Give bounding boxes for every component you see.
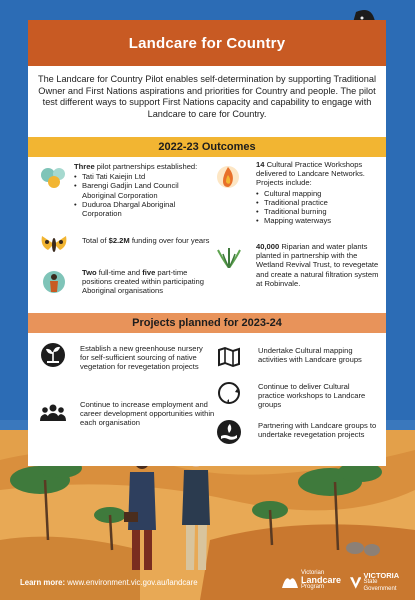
list-item: • Barengi Gadjin Land Council Aboriginal Corporation bbox=[74, 181, 214, 199]
partnerships-text: pilot partnerships established: bbox=[94, 162, 198, 171]
planned-heading: Projects planned for 2023-24 bbox=[28, 313, 386, 333]
plants-count: 40,000 bbox=[256, 242, 280, 251]
plants-item bbox=[256, 242, 380, 288]
list-item: • Duduroa Dhargal Aboriginal Corporation bbox=[74, 200, 214, 218]
fire-icon bbox=[216, 163, 240, 191]
partnerships-item bbox=[74, 162, 214, 218]
positions-fulltime-count: Two bbox=[82, 268, 97, 277]
workshops-planned-item: Continue to deliver Cultural practice workshops to Landcare groups bbox=[258, 382, 366, 410]
partnership-icon bbox=[40, 165, 68, 189]
people-group-icon bbox=[40, 399, 66, 425]
victoria-logo bbox=[350, 572, 410, 593]
list-item: • Cultural mapping bbox=[256, 189, 380, 198]
plants-text: Riparian and water plants planted in partnership with the Wetland Revival Trust, to revegetate and create a natural filtration system at Robinvale. bbox=[256, 242, 379, 288]
list-item: • Mapping waterways bbox=[256, 216, 380, 225]
footer-label: Learn more: bbox=[20, 578, 66, 587]
workshops-list bbox=[256, 189, 380, 226]
funding-pre: Total of bbox=[82, 236, 109, 245]
victoria-mark-icon bbox=[350, 577, 361, 589]
positions-post: part-time positions created within participating Aboriginal organisations bbox=[82, 268, 204, 296]
mapping-item: Undertake Cultural mapping activities with Landcare groups bbox=[258, 346, 362, 365]
funding-amount: $2.2M bbox=[108, 236, 130, 245]
partnerships-count: Three bbox=[74, 162, 95, 171]
workshops-item bbox=[256, 160, 380, 225]
list-item: • Tati Tati Kaiejin Ltd bbox=[74, 172, 214, 181]
title-bar bbox=[28, 20, 386, 66]
positions-item bbox=[82, 268, 217, 296]
footer-learn-more bbox=[20, 578, 198, 587]
nursery-item: Establish a new greenhouse nursery for self-sufficient sourcing of native vegetation for revegetation projects bbox=[80, 344, 203, 372]
outcomes-heading: 2022-23 Outcomes bbox=[28, 137, 386, 157]
page-title: Landcare for Country bbox=[128, 34, 286, 52]
list-item: • Traditional practice bbox=[256, 198, 380, 207]
list-item: • Traditional burning bbox=[256, 207, 380, 216]
victoria-main-text: VICTORIA bbox=[363, 571, 400, 580]
employment-item: Continue to increase employment and career development opportunities within each organisation bbox=[80, 400, 215, 428]
landcare-sub-text: Program bbox=[301, 584, 325, 590]
positions-mid: full-time and bbox=[96, 268, 143, 277]
landcare-mark-icon bbox=[282, 574, 298, 588]
victoria-sub-text: State Government bbox=[363, 579, 397, 592]
partnerships-list bbox=[74, 172, 214, 218]
landcare-logo bbox=[282, 570, 342, 591]
partnering-item: Partnering with Landcare groups to undertake revegetation projects bbox=[258, 421, 377, 440]
map-icon bbox=[216, 344, 242, 370]
workshops-count: 14 bbox=[256, 160, 265, 169]
landcare-main-text: Landcare bbox=[301, 575, 342, 585]
moth-icon bbox=[40, 232, 68, 256]
grass-icon bbox=[216, 244, 242, 268]
content-card bbox=[28, 66, 386, 466]
hand-leaf-icon bbox=[216, 419, 242, 445]
intro-paragraph: The Landcare for Country Pilot enables self-determination by supporting Traditional Owner and First Nations aspirations and priorities for Country and people. The pilot test different ways to support First Nations capacity and capability to engage with Landcare to care for Country. bbox=[37, 74, 377, 119]
person-icon bbox=[42, 270, 66, 298]
funding-item bbox=[82, 236, 212, 245]
seedling-icon bbox=[40, 342, 66, 368]
workshops-text: Cultural Practice Workshops delivered to Landcare Networks. Projects include: bbox=[256, 160, 365, 188]
funding-post: funding over four years bbox=[129, 236, 210, 245]
footer-link[interactable]: www.environment.vic.gov.au/landcare bbox=[65, 578, 198, 587]
cycle-icon bbox=[216, 380, 242, 406]
positions-parttime-count: five bbox=[142, 268, 156, 277]
landcare-top-text: Victorian bbox=[301, 570, 325, 576]
